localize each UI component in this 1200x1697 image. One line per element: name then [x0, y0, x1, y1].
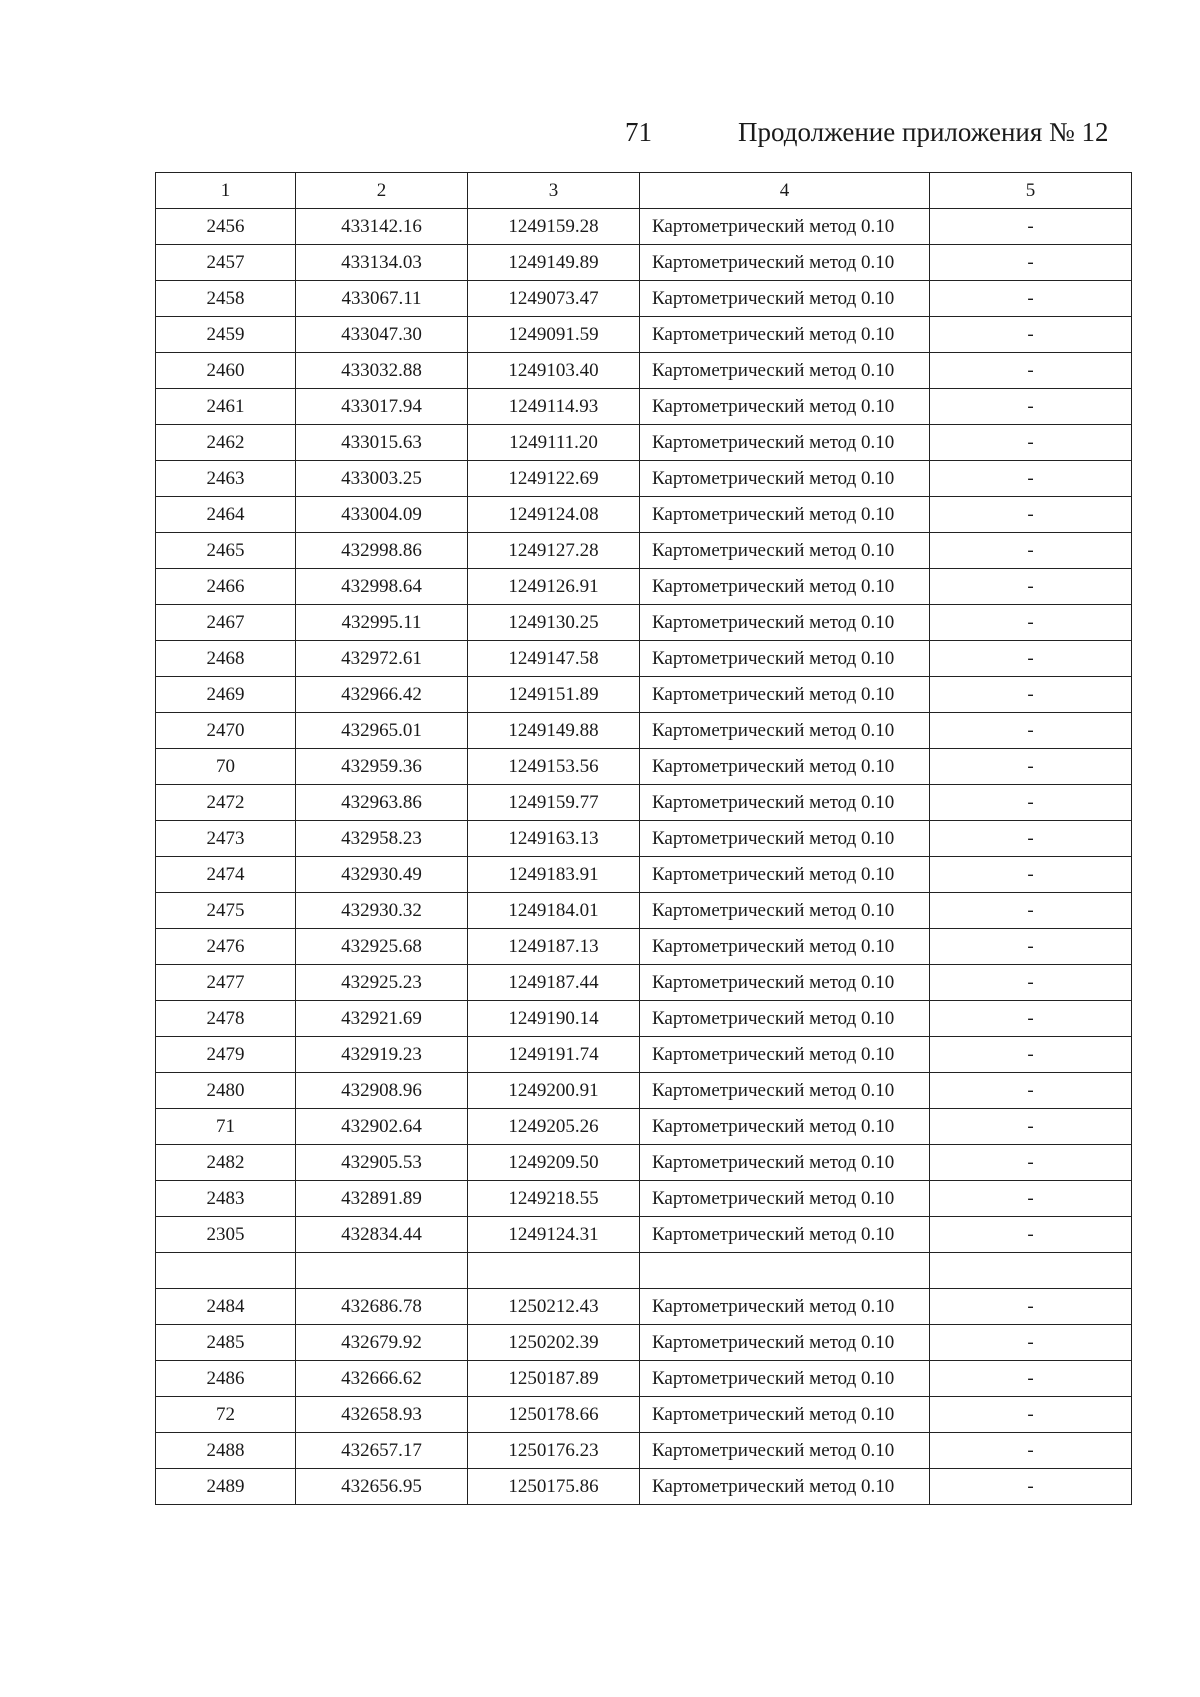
table-row: [156, 1109, 1132, 1145]
method-cell: Картометрический метод 0.10: [640, 1433, 930, 1469]
table-row: [156, 857, 1132, 893]
x-coordinate-cell: 432966.42: [296, 677, 468, 713]
note-cell: -: [930, 1001, 1132, 1037]
point-number-cell: 2468: [156, 641, 296, 677]
method-cell: Картометрический метод 0.10: [640, 1073, 930, 1109]
table-row: [156, 1361, 1132, 1397]
y-coordinate-cell: 1249183.91: [468, 857, 640, 893]
method-cell: Картометрический метод 0.10: [640, 1325, 930, 1361]
table-row: [156, 497, 1132, 533]
x-coordinate-cell: 432891.89: [296, 1181, 468, 1217]
method-cell: Картометрический метод 0.10: [640, 929, 930, 965]
method-cell: Картометрический метод 0.10: [640, 677, 930, 713]
table-row: [156, 785, 1132, 821]
x-coordinate-cell: 432963.86: [296, 785, 468, 821]
x-coordinate-cell: 432925.68: [296, 929, 468, 965]
y-coordinate-cell: 1249126.91: [468, 569, 640, 605]
x-coordinate-cell: 432925.23: [296, 965, 468, 1001]
note-cell: -: [930, 713, 1132, 749]
note-cell: -: [930, 1361, 1132, 1397]
x-coordinate-cell: 432657.17: [296, 1433, 468, 1469]
point-number-cell: 2457: [156, 245, 296, 281]
page-header: [0, 112, 1200, 152]
table-row: [156, 1469, 1132, 1505]
method-cell: Картометрический метод 0.10: [640, 425, 930, 461]
method-cell: Картометрический метод 0.10: [640, 749, 930, 785]
point-number-cell: 72: [156, 1397, 296, 1433]
x-coordinate-cell: 433015.63: [296, 425, 468, 461]
table-row: [156, 1289, 1132, 1325]
y-coordinate-cell: [468, 1253, 640, 1289]
point-number-cell: [156, 1253, 296, 1289]
point-number-cell: 2460: [156, 353, 296, 389]
table-row: [156, 245, 1132, 281]
y-coordinate-cell: 1249205.26: [468, 1109, 640, 1145]
y-coordinate-cell: 1249149.89: [468, 245, 640, 281]
note-cell: -: [930, 1145, 1132, 1181]
table-row: [156, 965, 1132, 1001]
method-cell: Картометрический метод 0.10: [640, 857, 930, 893]
table-row: [156, 713, 1132, 749]
appendix-title: Продолжение приложения № 12: [738, 117, 1109, 147]
note-cell: -: [930, 749, 1132, 785]
point-number-cell: 2476: [156, 929, 296, 965]
y-coordinate-cell: 1250202.39: [468, 1325, 640, 1361]
table-row: [156, 929, 1132, 965]
header-row: [156, 173, 1132, 209]
note-cell: -: [930, 317, 1132, 353]
table-row: [156, 1433, 1132, 1469]
column-header-2: 2: [296, 173, 468, 209]
y-coordinate-cell: 1249191.74: [468, 1037, 640, 1073]
method-cell: Картометрический метод 0.10: [640, 1397, 930, 1433]
note-cell: -: [930, 281, 1132, 317]
method-cell: Картометрический метод 0.10: [640, 1001, 930, 1037]
note-cell: [930, 1253, 1132, 1289]
note-cell: -: [930, 245, 1132, 281]
note-cell: -: [930, 461, 1132, 497]
method-cell: Картометрический метод 0.10: [640, 461, 930, 497]
y-coordinate-cell: 1249124.08: [468, 497, 640, 533]
method-cell: Картометрический метод 0.10: [640, 1145, 930, 1181]
point-number-cell: 2474: [156, 857, 296, 893]
page-number: 71: [625, 117, 652, 147]
table-row: [156, 353, 1132, 389]
point-number-cell: 2472: [156, 785, 296, 821]
point-number-cell: 2467: [156, 605, 296, 641]
note-cell: -: [930, 1397, 1132, 1433]
table-row: [156, 1217, 1132, 1253]
table-row: [156, 749, 1132, 785]
method-cell: Картометрический метод 0.10: [640, 641, 930, 677]
method-cell: Картометрический метод 0.10: [640, 569, 930, 605]
y-coordinate-cell: 1249187.13: [468, 929, 640, 965]
x-coordinate-cell: 433004.09: [296, 497, 468, 533]
x-coordinate-cell: 433142.16: [296, 209, 468, 245]
method-cell: Картометрический метод 0.10: [640, 713, 930, 749]
note-cell: -: [930, 677, 1132, 713]
y-coordinate-cell: 1249184.01: [468, 893, 640, 929]
point-number-cell: 2464: [156, 497, 296, 533]
note-cell: -: [930, 785, 1132, 821]
y-coordinate-cell: 1249130.25: [468, 605, 640, 641]
x-coordinate-cell: 432902.64: [296, 1109, 468, 1145]
method-cell: Картометрический метод 0.10: [640, 245, 930, 281]
point-number-cell: 2461: [156, 389, 296, 425]
note-cell: -: [930, 965, 1132, 1001]
x-coordinate-cell: [296, 1253, 468, 1289]
method-cell: Картометрический метод 0.10: [640, 1289, 930, 1325]
table-row: [156, 605, 1132, 641]
note-cell: -: [930, 1433, 1132, 1469]
table-row: [156, 461, 1132, 497]
point-number-cell: 2489: [156, 1469, 296, 1505]
y-coordinate-cell: 1250175.86: [468, 1469, 640, 1505]
table-row: [156, 425, 1132, 461]
y-coordinate-cell: 1249163.13: [468, 821, 640, 857]
note-cell: -: [930, 353, 1132, 389]
point-number-cell: 2483: [156, 1181, 296, 1217]
y-coordinate-cell: 1249114.93: [468, 389, 640, 425]
x-coordinate-cell: 432959.36: [296, 749, 468, 785]
table-header: [156, 173, 1132, 209]
table-row: [156, 893, 1132, 929]
note-cell: -: [930, 1217, 1132, 1253]
y-coordinate-cell: 1249218.55: [468, 1181, 640, 1217]
y-coordinate-cell: 1249073.47: [468, 281, 640, 317]
note-cell: -: [930, 929, 1132, 965]
note-cell: -: [930, 425, 1132, 461]
table-row: [156, 821, 1132, 857]
table-row: [156, 569, 1132, 605]
note-cell: -: [930, 389, 1132, 425]
x-coordinate-cell: 432995.11: [296, 605, 468, 641]
x-coordinate-cell: 432965.01: [296, 713, 468, 749]
point-number-cell: 2486: [156, 1361, 296, 1397]
point-number-cell: 2485: [156, 1325, 296, 1361]
x-coordinate-cell: 432998.64: [296, 569, 468, 605]
x-coordinate-cell: 432958.23: [296, 821, 468, 857]
table-row: [156, 677, 1132, 713]
note-cell: -: [930, 1037, 1132, 1073]
table-row: [156, 281, 1132, 317]
x-coordinate-cell: 433032.88: [296, 353, 468, 389]
point-number-cell: 2484: [156, 1289, 296, 1325]
y-coordinate-cell: 1249190.14: [468, 1001, 640, 1037]
x-coordinate-cell: 432666.62: [296, 1361, 468, 1397]
y-coordinate-cell: 1250176.23: [468, 1433, 640, 1469]
x-coordinate-cell: 433047.30: [296, 317, 468, 353]
point-number-cell: 2465: [156, 533, 296, 569]
x-coordinate-cell: 433134.03: [296, 245, 468, 281]
note-cell: -: [930, 893, 1132, 929]
x-coordinate-cell: 432834.44: [296, 1217, 468, 1253]
method-cell: Картометрический метод 0.10: [640, 821, 930, 857]
table-row: [156, 209, 1132, 245]
method-cell: Картометрический метод 0.10: [640, 497, 930, 533]
point-number-cell: 2458: [156, 281, 296, 317]
y-coordinate-cell: 1249151.89: [468, 677, 640, 713]
x-coordinate-cell: 432972.61: [296, 641, 468, 677]
x-coordinate-cell: 433067.11: [296, 281, 468, 317]
x-coordinate-cell: 432930.32: [296, 893, 468, 929]
y-coordinate-cell: 1250178.66: [468, 1397, 640, 1433]
table-row: [156, 533, 1132, 569]
point-number-cell: 2305: [156, 1217, 296, 1253]
y-coordinate-cell: 1249209.50: [468, 1145, 640, 1181]
y-coordinate-cell: 1249149.88: [468, 713, 640, 749]
note-cell: -: [930, 1181, 1132, 1217]
note-cell: -: [930, 569, 1132, 605]
method-cell: Картометрический метод 0.10: [640, 605, 930, 641]
point-number-cell: 2478: [156, 1001, 296, 1037]
method-cell: Картометрический метод 0.10: [640, 1361, 930, 1397]
y-coordinate-cell: 1249159.28: [468, 209, 640, 245]
point-number-cell: 2477: [156, 965, 296, 1001]
method-cell: [640, 1253, 930, 1289]
method-cell: Картометрический метод 0.10: [640, 533, 930, 569]
y-coordinate-cell: 1249111.20: [468, 425, 640, 461]
y-coordinate-cell: 1249124.31: [468, 1217, 640, 1253]
table-row: [156, 1181, 1132, 1217]
y-coordinate-cell: 1249187.44: [468, 965, 640, 1001]
method-cell: Картометрический метод 0.10: [640, 353, 930, 389]
table-row: [156, 1073, 1132, 1109]
y-coordinate-cell: 1249153.56: [468, 749, 640, 785]
point-number-cell: 2462: [156, 425, 296, 461]
point-number-cell: 70: [156, 749, 296, 785]
coordinates-table: [155, 172, 1132, 1505]
method-cell: Картометрический метод 0.10: [640, 1217, 930, 1253]
point-number-cell: 2473: [156, 821, 296, 857]
y-coordinate-cell: 1249159.77: [468, 785, 640, 821]
table-row: [156, 641, 1132, 677]
method-cell: Картометрический метод 0.10: [640, 1469, 930, 1505]
method-cell: Картометрический метод 0.10: [640, 893, 930, 929]
note-cell: -: [930, 1109, 1132, 1145]
y-coordinate-cell: 1250187.89: [468, 1361, 640, 1397]
note-cell: -: [930, 209, 1132, 245]
x-coordinate-cell: 432679.92: [296, 1325, 468, 1361]
note-cell: -: [930, 857, 1132, 893]
x-coordinate-cell: 432656.95: [296, 1469, 468, 1505]
method-cell: Картометрический метод 0.10: [640, 281, 930, 317]
x-coordinate-cell: 433017.94: [296, 389, 468, 425]
point-number-cell: 71: [156, 1109, 296, 1145]
point-number-cell: 2488: [156, 1433, 296, 1469]
table-row: [156, 389, 1132, 425]
method-cell: Картометрический метод 0.10: [640, 1181, 930, 1217]
y-coordinate-cell: 1249122.69: [468, 461, 640, 497]
note-cell: -: [930, 1073, 1132, 1109]
table-row: [156, 1397, 1132, 1433]
y-coordinate-cell: 1249127.28: [468, 533, 640, 569]
note-cell: -: [930, 1469, 1132, 1505]
column-header-4: 4: [640, 173, 930, 209]
note-cell: -: [930, 821, 1132, 857]
point-number-cell: 2456: [156, 209, 296, 245]
point-number-cell: 2469: [156, 677, 296, 713]
x-coordinate-cell: 432905.53: [296, 1145, 468, 1181]
y-coordinate-cell: 1249103.40: [468, 353, 640, 389]
y-coordinate-cell: 1249147.58: [468, 641, 640, 677]
y-coordinate-cell: 1249091.59: [468, 317, 640, 353]
point-number-cell: 2459: [156, 317, 296, 353]
method-cell: Картометрический метод 0.10: [640, 389, 930, 425]
table-row: [156, 1253, 1132, 1289]
x-coordinate-cell: 433003.25: [296, 461, 468, 497]
x-coordinate-cell: 432908.96: [296, 1073, 468, 1109]
column-header-5: 5: [930, 173, 1132, 209]
y-coordinate-cell: 1250212.43: [468, 1289, 640, 1325]
x-coordinate-cell: 432919.23: [296, 1037, 468, 1073]
note-cell: -: [930, 497, 1132, 533]
y-coordinate-cell: 1249200.91: [468, 1073, 640, 1109]
note-cell: -: [930, 605, 1132, 641]
note-cell: -: [930, 641, 1132, 677]
note-cell: -: [930, 533, 1132, 569]
x-coordinate-cell: 432998.86: [296, 533, 468, 569]
method-cell: Картометрический метод 0.10: [640, 1109, 930, 1145]
table-row: [156, 317, 1132, 353]
column-header-3: 3: [468, 173, 640, 209]
table-row: [156, 1037, 1132, 1073]
x-coordinate-cell: 432930.49: [296, 857, 468, 893]
table-row: [156, 1001, 1132, 1037]
point-number-cell: 2482: [156, 1145, 296, 1181]
point-number-cell: 2463: [156, 461, 296, 497]
method-cell: Картометрический метод 0.10: [640, 317, 930, 353]
method-cell: Картометрический метод 0.10: [640, 785, 930, 821]
x-coordinate-cell: 432686.78: [296, 1289, 468, 1325]
point-number-cell: 2479: [156, 1037, 296, 1073]
method-cell: Картометрический метод 0.10: [640, 1037, 930, 1073]
method-cell: Картометрический метод 0.10: [640, 209, 930, 245]
point-number-cell: 2466: [156, 569, 296, 605]
x-coordinate-cell: 432658.93: [296, 1397, 468, 1433]
table-row: [156, 1145, 1132, 1181]
x-coordinate-cell: 432921.69: [296, 1001, 468, 1037]
point-number-cell: 2480: [156, 1073, 296, 1109]
table-body: [156, 209, 1132, 1505]
method-cell: Картометрический метод 0.10: [640, 965, 930, 1001]
point-number-cell: 2470: [156, 713, 296, 749]
note-cell: -: [930, 1325, 1132, 1361]
table-row: [156, 1325, 1132, 1361]
point-number-cell: 2475: [156, 893, 296, 929]
note-cell: -: [930, 1289, 1132, 1325]
column-header-1: 1: [156, 173, 296, 209]
